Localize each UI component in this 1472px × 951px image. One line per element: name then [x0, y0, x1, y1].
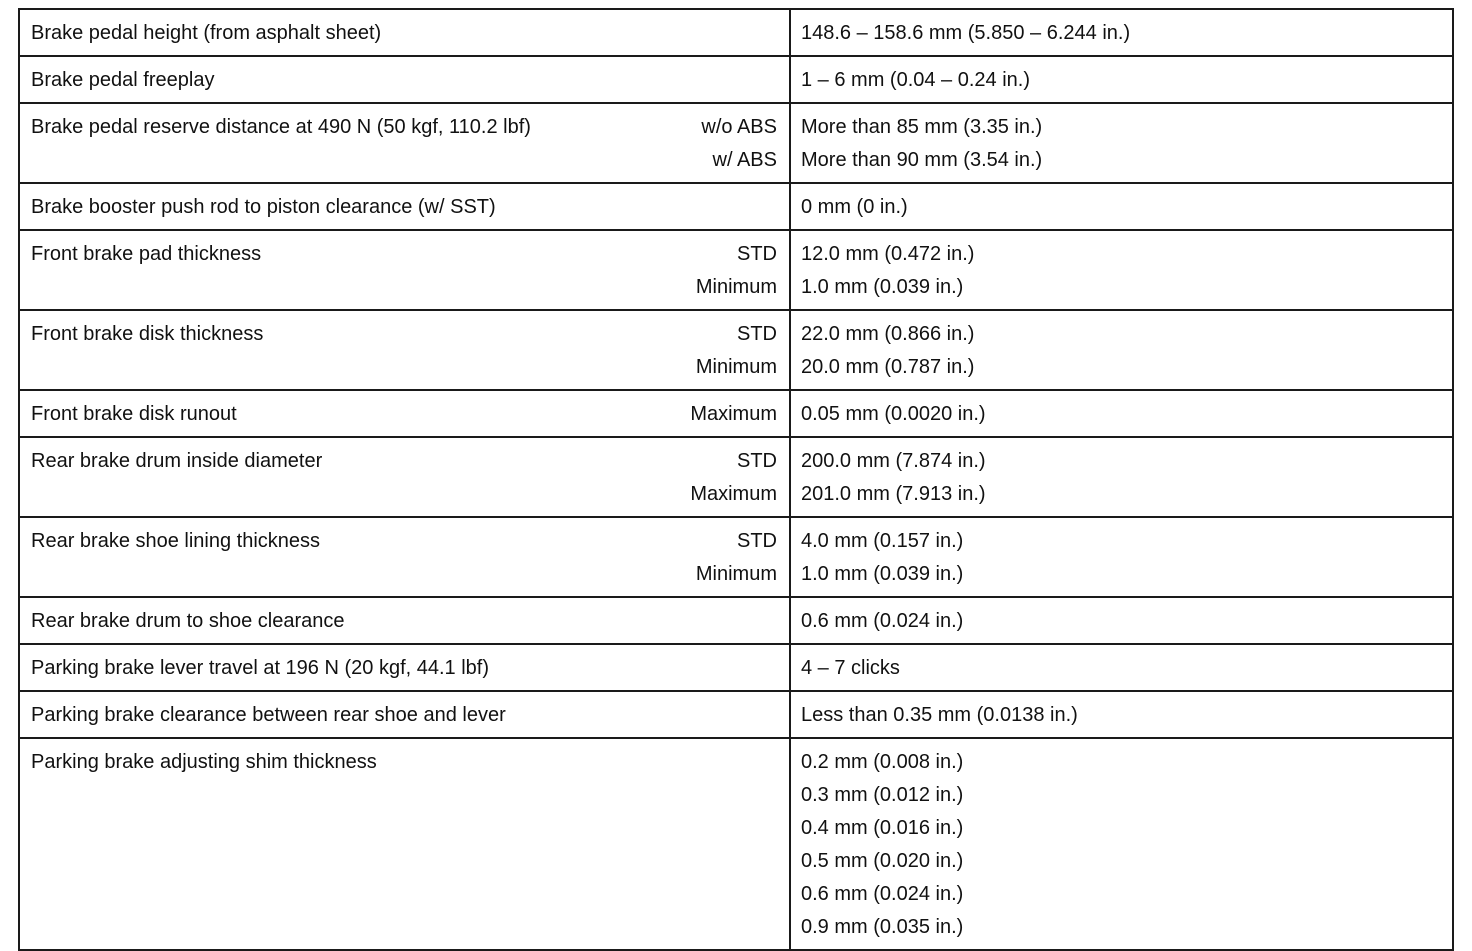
spec-row [19, 691, 1453, 738]
spec-qualifier: w/o ABS [701, 116, 777, 138]
spec-row [19, 183, 1453, 230]
spec-value: 22.0 mm (0.866 in.) [801, 323, 975, 345]
spec-row [19, 597, 1453, 644]
spec-item-name: Brake pedal freeplay [31, 69, 215, 91]
spec-value: 200.0 mm (7.874 in.) [801, 450, 986, 472]
spec-item-cell [19, 597, 790, 644]
spec-item-cell [19, 738, 790, 950]
spec-value-cell [790, 738, 1453, 950]
spec-item-name: Rear brake shoe lining thickness [31, 530, 321, 552]
spec-value-cell [790, 9, 1453, 56]
spec-item-cell [19, 644, 790, 691]
spec-value: 1.0 mm (0.039 in.) [801, 563, 964, 585]
spec-qualifier-list [690, 398, 777, 431]
spec-row [19, 310, 1453, 390]
spec-qualifier: Minimum [695, 356, 777, 378]
spec-value: More than 90 mm (3.54 in.) [801, 149, 1043, 171]
spec-row [19, 103, 1453, 183]
spec-item-name: Brake booster push rod to piston clearance (w/ SST) [31, 196, 496, 218]
spec-item-cell [19, 56, 790, 103]
spec-value: 0.05 mm (0.0020 in.) [801, 403, 986, 425]
spec-item-cell [19, 517, 790, 597]
spec-row [19, 644, 1453, 691]
spec-item-cell [19, 230, 790, 310]
spec-value: Less than 0.35 mm (0.0138 in.) [801, 704, 1078, 726]
spec-item-cell [19, 437, 790, 517]
spec-value: 148.6 – 158.6 mm (5.850 – 6.244 in.) [801, 22, 1131, 44]
spec-value: 0.3 mm (0.012 in.) [801, 784, 964, 806]
spec-value-cell [790, 183, 1453, 230]
spec-value: 0.4 mm (0.016 in.) [801, 817, 964, 839]
spec-value: 0.6 mm (0.024 in.) [801, 610, 964, 632]
spec-qualifier: STD [737, 450, 777, 472]
spec-value: 0.9 mm (0.035 in.) [801, 916, 964, 938]
spec-value-cell [790, 691, 1453, 738]
spec-qualifier: Minimum [695, 276, 777, 298]
spec-item-cell [19, 691, 790, 738]
spec-item-name: Parking brake lever travel at 196 N (20 kgf, 44.1 lbf) [31, 657, 490, 679]
spec-item-cell [19, 9, 790, 56]
spec-item-cell [19, 183, 790, 230]
spec-row [19, 9, 1453, 56]
spec-value-cell [790, 103, 1453, 183]
spec-qualifier-list [696, 525, 777, 591]
spec-row [19, 230, 1453, 310]
spec-item-name: Front brake disk runout [31, 403, 237, 425]
spec-item-name: Rear brake drum inside diameter [31, 450, 323, 472]
spec-value: 0.5 mm (0.020 in.) [801, 850, 964, 872]
spec-qualifier: Maximum [690, 483, 777, 505]
spec-value: 201.0 mm (7.913 in.) [801, 483, 986, 505]
spec-table-body [19, 9, 1453, 950]
spec-item-name: Brake pedal height (from asphalt sheet) [31, 22, 382, 44]
spec-value-cell [790, 310, 1453, 390]
spec-qualifier: STD [737, 323, 777, 345]
spec-value: 1 – 6 mm (0.04 – 0.24 in.) [801, 69, 1031, 91]
spec-value: More than 85 mm (3.35 in.) [801, 116, 1043, 138]
spec-qualifier-list [696, 318, 777, 384]
spec-qualifier-list [701, 111, 777, 177]
spec-value: 1.0 mm (0.039 in.) [801, 276, 964, 298]
spec-qualifier: STD [737, 530, 777, 552]
spec-row [19, 390, 1453, 437]
spec-qualifier-list [696, 238, 777, 304]
spec-value: 12.0 mm (0.472 in.) [801, 243, 975, 265]
spec-row [19, 738, 1453, 950]
spec-value: 4 – 7 clicks [801, 657, 900, 679]
spec-value-cell [790, 597, 1453, 644]
spec-item-cell [19, 390, 790, 437]
spec-row [19, 437, 1453, 517]
spec-value: 20.0 mm (0.787 in.) [801, 356, 975, 378]
spec-item-name: Front brake disk thickness [31, 323, 264, 345]
spec-value: 0 mm (0 in.) [801, 196, 908, 218]
spec-value-cell [790, 56, 1453, 103]
spec-row [19, 56, 1453, 103]
spec-value-cell [790, 437, 1453, 517]
spec-value-cell [790, 230, 1453, 310]
spec-value-cell [790, 390, 1453, 437]
spec-value: 4.0 mm (0.157 in.) [801, 530, 964, 552]
spec-item-name: Front brake pad thickness [31, 243, 262, 265]
spec-item-cell [19, 310, 790, 390]
spec-item-cell [19, 103, 790, 183]
spec-item-name: Parking brake adjusting shim thickness [31, 751, 377, 773]
spec-item-name: Rear brake drum to shoe clearance [31, 610, 345, 632]
spec-qualifier: Minimum [695, 563, 777, 585]
spec-qualifier-list [690, 445, 777, 511]
spec-value-cell [790, 517, 1453, 597]
spec-value-cell [790, 644, 1453, 691]
spec-item-name: Brake pedal reserve distance at 490 N (50 kgf, 110.2 lbf) [31, 116, 531, 138]
spec-qualifier: w/ ABS [712, 149, 777, 171]
spec-item-name: Parking brake clearance between rear shoe and lever [31, 704, 506, 726]
spec-row [19, 517, 1453, 597]
spec-value: 0.2 mm (0.008 in.) [801, 751, 964, 773]
spec-value: 0.6 mm (0.024 in.) [801, 883, 964, 905]
spec-qualifier: STD [737, 243, 777, 265]
brake-spec-table [18, 8, 1454, 951]
spec-qualifier: Maximum [690, 403, 777, 425]
